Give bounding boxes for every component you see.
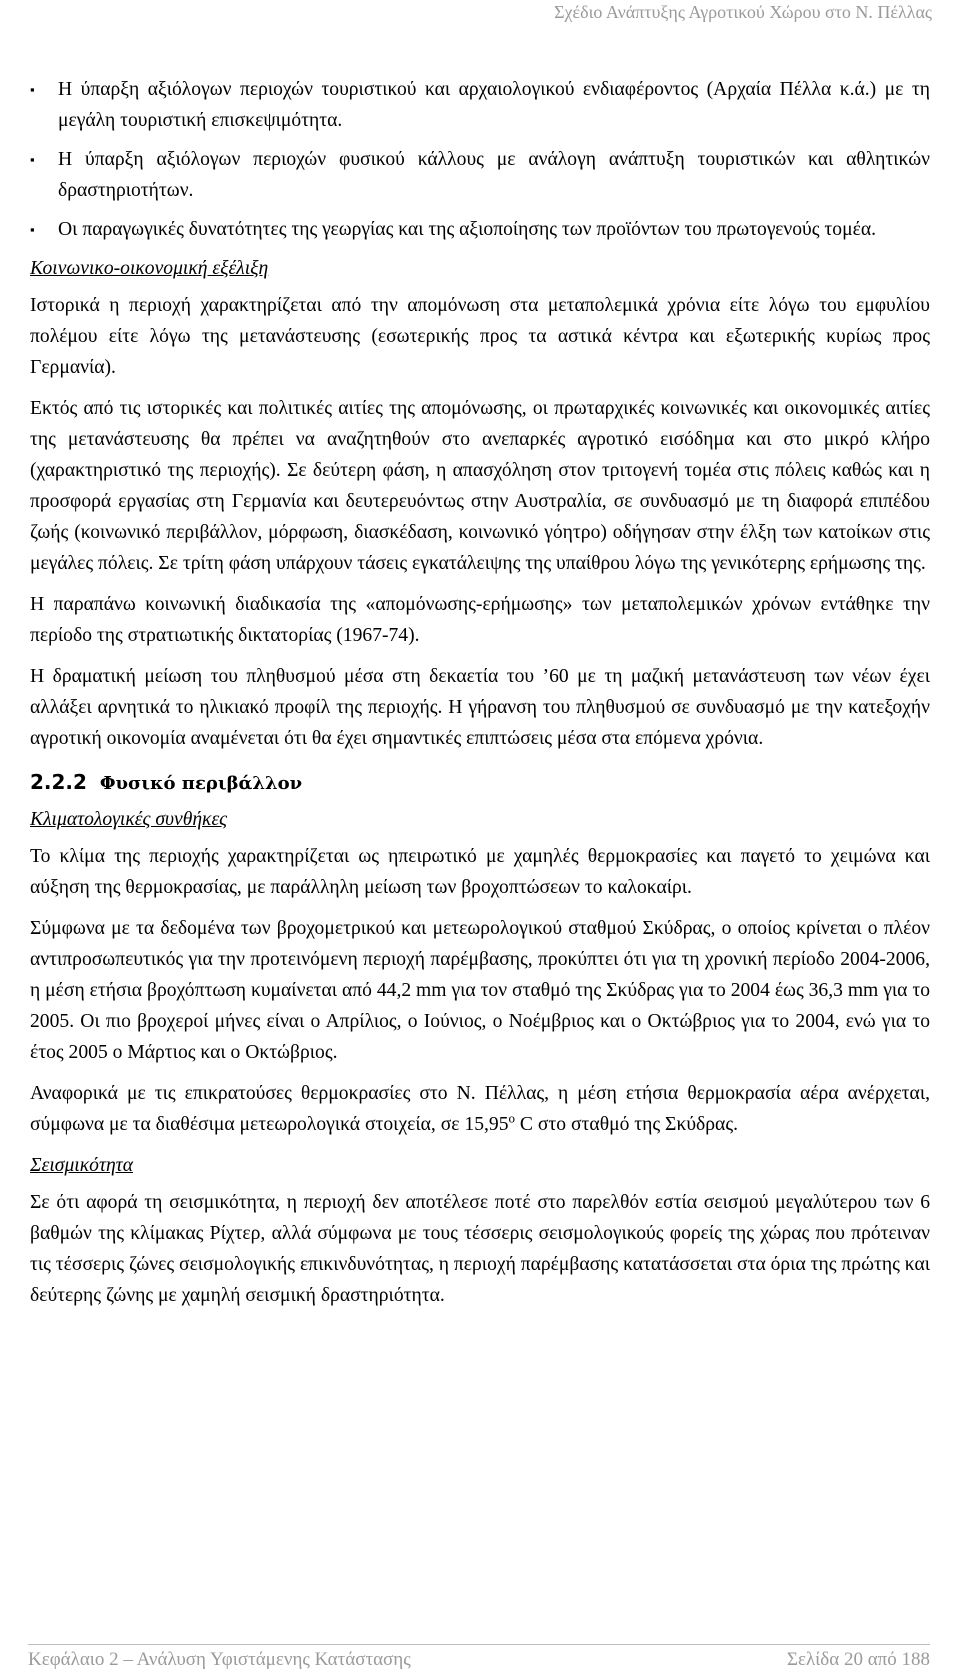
section-number: 2.2.2 (30, 770, 87, 794)
square-bullet-icon: ▪ (30, 82, 35, 97)
bullet-list (30, 74, 930, 245)
paragraph: Το κλίμα της περιοχής χαρακτηρίζεται ως ηπειρωτικό με χαμηλές θερμοκρασίες και παγετό το χειμώνα και αύξηση της θερμοκρασίας, με παράλληλη μείωση των βροχοπτώσεων το καλοκαίρι. (30, 846, 930, 898)
subheading-socioeconomic: Κοινωνικο-οικονομική εξέλιξη (30, 258, 269, 279)
paragraph: Σε ότι αφορά τη σεισμικότητα, η περιοχή δεν αποτέλεσε ποτέ στο παρελθόν εστία σεισμού μεγαλύτερου των 6 βαθμών της κλίμακας Ρίχτερ, αλλά σύμφωνα με τους τέσσερις σεισμολογικούς φορείς της χώρας που πρότειναν τις τέσσερις ζώνες σεισμολογικής επικινδυνότητας, η περιοχή παρέμβασης κατατάσσεται στα όρια της πρώτης και δεύτερης ζώνης με χαμηλή σεισμική δραστηριότητα. (30, 1192, 930, 1306)
section-heading (30, 764, 930, 802)
bullet-item (30, 74, 930, 136)
subheading-seismic: Σεισμικότητα (30, 1155, 133, 1176)
bullet-item (30, 144, 930, 206)
bullet-text: Η ύπαρξη αξιόλογων περιοχών φυσικού κάλλους με ανάλογη ανάπτυξη τουριστικών και αθλητικών δραστηριοτήτων. (58, 149, 930, 201)
paragraph: Η δραματική μείωση του πληθυσμού μέσα στη δεκαετία του ’60 με τη μαζική μετανάστευση των νέων έχει αλλάξει αρνητικά το ηλικιακό προφίλ της περιοχής. Η γήρανση του πληθυσμού σε συνδυασμό με την κατεξοχήν αγροτική οικονομία αναμένεται ότι θα έχει σημαντικές επιπτώσεις μέσα στα επόμενα χρόνια. (30, 666, 930, 749)
temperature-text: Αναφορικά με τις επικρατούσες θερμοκρασίες στο Ν. Πέλλας, η μέση ετήσια θερμοκρασία αέρα ανέρχεται, σύμφωνα με τα διαθέσιμα μετεωρολογικά στοιχεία, σε 15,95 (30, 1083, 930, 1135)
running-header: Σχέδιο Ανάπτυξης Αγροτικού Χώρου στο Ν. Πέλλας (554, 2, 932, 22)
paragraph: Ιστορικά η περιοχή χαρακτηρίζεται από την απομόνωση στα μεταπολεμικά χρόνια είτε λόγω του εμφυλίου πολέμου είτε λόγω της μετανάστευσης (εσωτερικής προς τα αστικά κέντρα και εξωτερικής κυρίως προς Γερμανία). (30, 295, 930, 378)
bullet-text: Οι παραγωγικές δυνατότητες της γεωργίας και της αξιοποίησης των προϊόντων του πρωτογενούς τομέα. (58, 219, 876, 240)
square-bullet-icon: ▪ (30, 152, 35, 167)
bullet-text: Η ύπαρξη αξιόλογων περιοχών τουριστικού και αρχαιολογικού ενδιαφέροντος (Αρχαία Πέλλα κ.ά.) με τη μεγάλη τουριστική επισκεψιμότητα. (58, 79, 930, 131)
square-bullet-icon: ▪ (30, 222, 35, 237)
temperature-text-end: C στο σταθμό της Σκύδρας. (515, 1114, 738, 1135)
degree-superscript: ο (508, 1110, 515, 1126)
paragraph: Εκτός από τις ιστορικές και πολιτικές αιτίες της απομόνωσης, οι πρωταρχικές κοινωνικές και οικονομικές αιτίες της μετανάστευσης θα πρέπει να αναζητηθούν στο ανεπαρκές αγροτικό εισόδημα και στο μικρό κλήρο (χαρακτηριστικό της περιοχής). Σε δεύτερη φάση, η απασχόληση στον τριτογενή τομέα στις πόλεις καθώς και η προσφορά εργασίας στη Γερμανία και δευτερευόντως στην Αυστραλία, σε συνδυασμό με τη διαφορά επιπέδου ζωής (κοινωνικό περιβάλλον, μόρφωση, διασκέδαση, κοινωνικό γόητρο) οδήγησαν στην έλξη των κατοίκων στις μεγάλες πόλεις. Σε τρίτη φάση υπάρχουν τάσεις εγκατάλειψης της υπαίθρου λόγω της γενικότερης ερήμωσης της. (30, 398, 930, 574)
subheading-climate: Κλιματολογικές συνθήκες (30, 809, 228, 830)
footer-chapter: Κεφάλαιο 2 – Ανάλυση Υφιστάμενης Κατάστασης (28, 1649, 411, 1670)
section-title: Φυσικό περιβάλλον (99, 773, 303, 794)
paragraph: Σύμφωνα με τα δεδομένα των βροχομετρικού και μετεωρολογικού σταθμού Σκύδρας, ο οποίος κρίνεται ο πλέον αντιπροσωπευτικός για την προτεινόμενη περιοχή παρέμβασης, προκύπτει ότι για τη χρονική περίοδο 2004-2006, η μέση ετήσια βροχόπτωση κυμαίνεται από 44,2 mm για τον σταθμό της Σκύδρας για το 2004 έως 36,3 mm για το 2005. Οι πιο βροχεροί μήνες είναι ο Απρίλιος, ο Ιούνιος, ο Νοέμβριος και ο Οκτώβριος για το 2004, ενώ για το έτος 2005 ο Μάρτιος και ο Οκτώβριος. (30, 918, 930, 1063)
footer-page-number: Σελίδα 20 από 188 (786, 1649, 930, 1670)
running-footer (28, 1644, 930, 1670)
temperature-paragraph (30, 1078, 930, 1140)
bullet-item (30, 214, 930, 245)
paragraph: Η παραπάνω κοινωνική διαδικασία της «απομόνωσης-ερήμωσης» των μεταπολεμικών χρόνων εντάθηκε την περίοδο της στρατιωτικής δικτατορίας (1967-74). (30, 594, 930, 646)
page-content (30, 74, 930, 1321)
